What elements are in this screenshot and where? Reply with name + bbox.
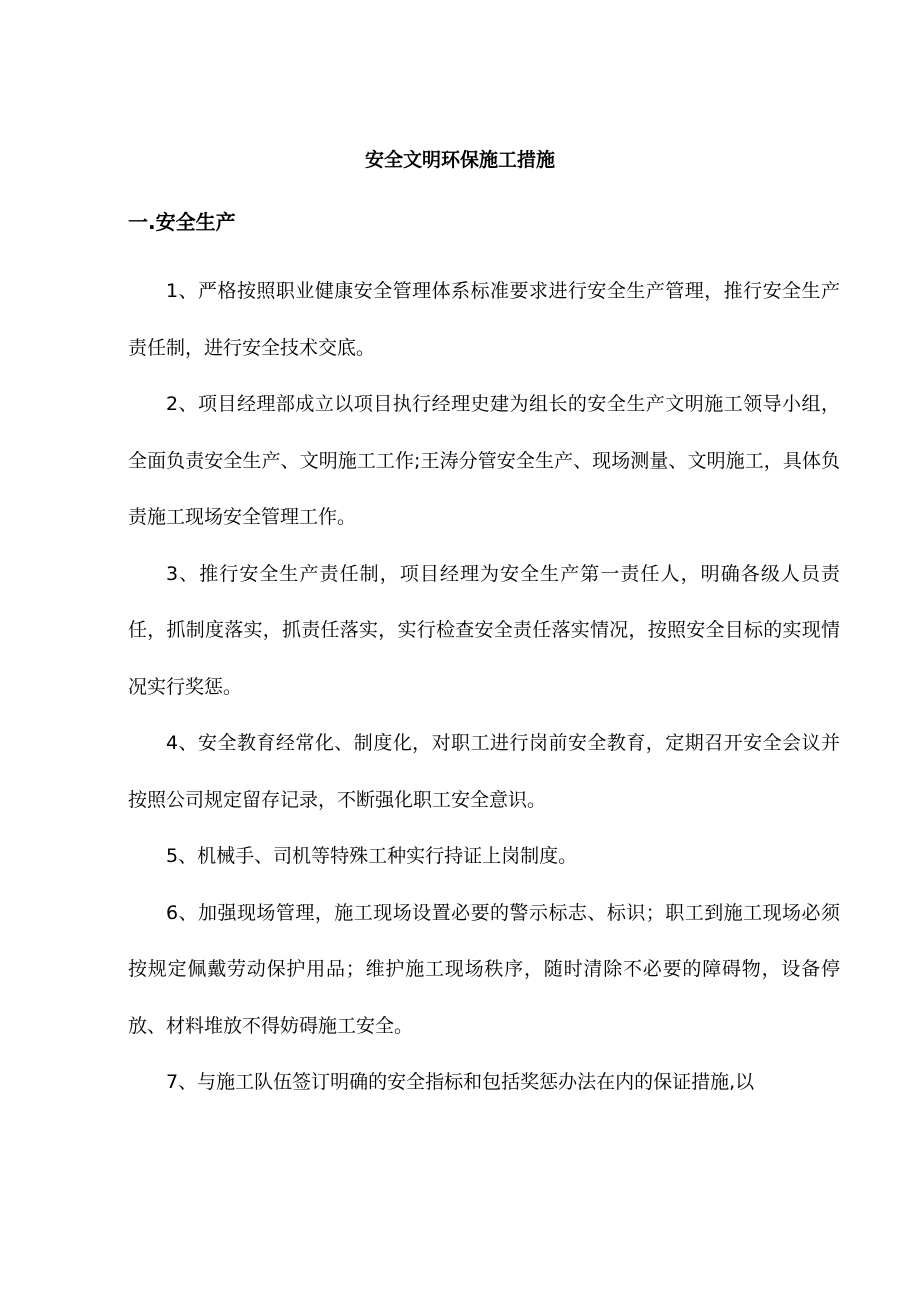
section-heading: 一.安全生产 bbox=[128, 210, 236, 234]
paragraph-5: 5、机械手、司机等特殊工种实行持证上岗制度。 bbox=[166, 845, 578, 867]
document-body bbox=[128, 263, 840, 1111]
paragraph-6: 6、加强现场管理，施工现场设置必要的警示标志、标识；职工到施工现场必须按规定佩戴劳动保护用品；维护施工现场秩序，随时清除不必要的障碍物，设备停放、材料堆放不得妨碍施工安全。 bbox=[128, 901, 840, 1037]
paragraph-2: 2、项目经理部成立以项目执行经理史建为组长的安全生产文明施工领导小组，全面负责安全生产、文明施工工作;王涛分管安全生产、现场测量、文明施工，具体负责施工现场安全管理工作。 bbox=[128, 393, 840, 528]
paragraph-1: 1、严格按照职业健康安全管理体系标准要求进行安全生产管理，推行安全生产责任制，进行安全技术交底。 bbox=[128, 280, 840, 359]
paragraph-4: 4、安全教育经常化、制度化，对职工进行岗前安全教育，定期召开安全会议并按照公司规定留存记录，不断强化职工安全意识。 bbox=[128, 732, 840, 811]
document-title: 安全文明环保施工措施 bbox=[364, 149, 555, 171]
paragraph-3: 3、推行安全生产责任制，项目经理为安全生产第一责任人，明确各级人员责任，抓制度落实，抓责任落实，实行检查安全责任落实情况，按照安全目标的实现情况实行奖惩。 bbox=[128, 562, 840, 698]
paragraph-7: 7、与施工队伍签订明确的安全指标和包括奖惩办法在内的保证措施,以 bbox=[166, 1071, 755, 1093]
